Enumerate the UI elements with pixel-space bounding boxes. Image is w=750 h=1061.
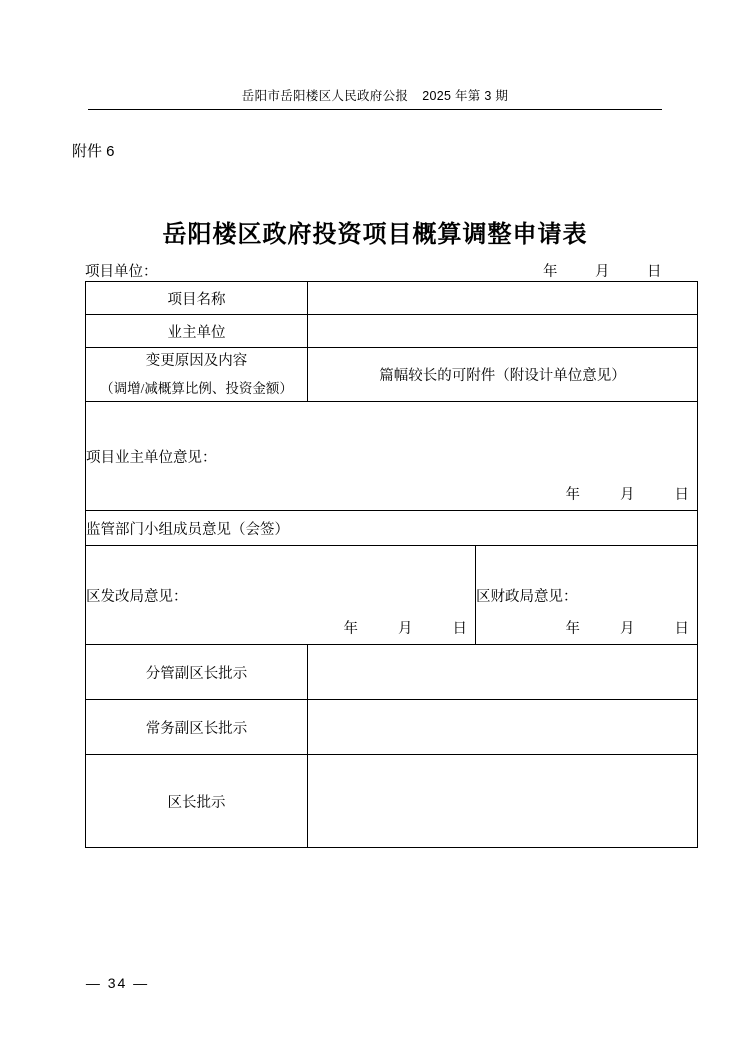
table-row <box>86 700 698 755</box>
page-title: 岳阳楼区政府投资项目概算调整申请表 <box>162 222 588 248</box>
head-instruction-label: 区长批示 <box>86 755 308 848</box>
project-unit-line <box>85 260 665 280</box>
table-row <box>86 511 698 546</box>
unit-date-day: 日 <box>647 264 662 280</box>
running-header <box>88 86 662 110</box>
attachment-label: 附件 6 <box>72 143 115 160</box>
project-name-value[interactable] <box>308 282 698 315</box>
head-instruction-value[interactable] <box>308 755 698 848</box>
unit-date-month: 月 <box>595 264 610 280</box>
owner-unit-value[interactable] <box>308 315 698 348</box>
vice-head-instruction-label: 分管副区长批示 <box>86 645 308 700</box>
finance-opinion-cell[interactable] <box>476 546 698 645</box>
header-publication: 岳阳市岳阳楼区人民政府公报 <box>241 89 409 103</box>
finance-datebar <box>566 617 690 638</box>
table-row <box>86 645 698 700</box>
owner-opinion-datebar <box>566 483 690 504</box>
table-row <box>86 282 698 315</box>
table-row <box>86 546 698 645</box>
change-reason-label <box>86 348 308 402</box>
owner-opinion-month: 月 <box>620 487 635 504</box>
exec-vice-head-instruction-label: 常务副区长批示 <box>86 700 308 755</box>
change-reason-label-line2: （调增/减概算比例、投资金额） <box>100 380 293 396</box>
owner-unit-label: 业主单位 <box>86 315 308 348</box>
owner-opinion-label: 项目业主单位意见： <box>86 449 217 466</box>
change-reason-note: 篇幅较长的可附件（附设计单位意见） <box>308 348 698 402</box>
change-reason-label-line1: 变更原因及内容 <box>145 353 248 369</box>
supervise-group-opinion-label: 监管部门小组成员意见（会签） <box>86 511 698 546</box>
header-issue: 2025 年第 3 期 <box>422 89 509 103</box>
table-row <box>86 755 698 848</box>
unit-date-year: 年 <box>543 264 558 280</box>
budget-adjustment-form-table <box>85 281 698 848</box>
table-row <box>86 402 698 511</box>
dev-reform-datebar <box>344 617 468 638</box>
dev-reform-year: 年 <box>343 621 358 638</box>
exec-vice-head-instruction-value[interactable] <box>308 700 698 755</box>
dev-reform-opinion-cell[interactable] <box>86 546 476 645</box>
owner-opinion-year: 年 <box>565 487 580 504</box>
project-unit-label: 项目单位： <box>85 264 158 280</box>
vice-head-instruction-value[interactable] <box>308 645 698 700</box>
finance-month: 月 <box>620 621 635 638</box>
table-row <box>86 348 698 402</box>
project-name-label: 项目名称 <box>86 282 308 315</box>
finance-day: 日 <box>674 621 689 638</box>
page-number: — 34 — <box>85 975 150 991</box>
dev-reform-month: 月 <box>398 621 413 638</box>
table-row <box>86 315 698 348</box>
dev-reform-day: 日 <box>452 621 467 638</box>
owner-opinion-cell[interactable] <box>86 402 698 511</box>
owner-opinion-day: 日 <box>674 487 689 504</box>
finance-opinion-label: 区财政局意见： <box>476 588 578 605</box>
finance-year: 年 <box>565 621 580 638</box>
dev-reform-opinion-label: 区发改局意见： <box>86 588 188 605</box>
